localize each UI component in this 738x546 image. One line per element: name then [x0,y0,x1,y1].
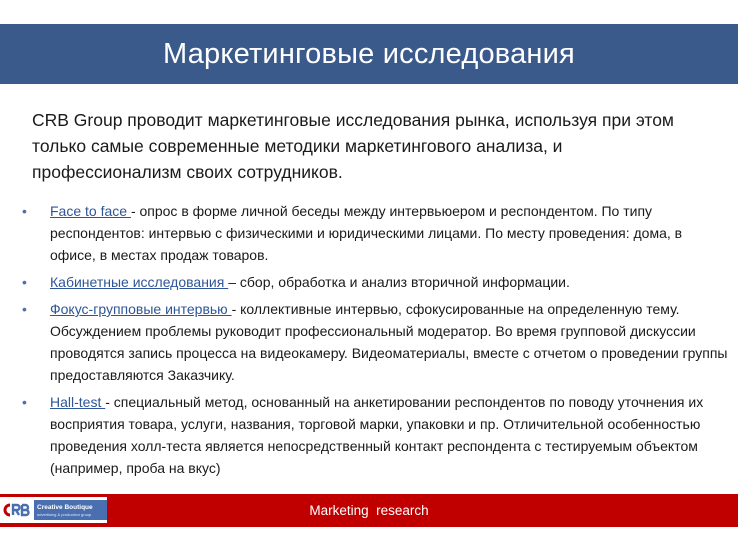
list-item-face-to-face [22,200,728,266]
intro-paragraph: CRB Group проводит маркетинговые исследования рынка, используя при этом только самые современные методики маркетингового анализа, и профессионализм своих сотрудников. [32,110,674,182]
logo-name: Creative Boutique [37,503,93,511]
desk-research-link[interactable]: Кабинетные исследования [50,274,229,290]
logo-wordmark [34,500,107,520]
face-to-face-description: - опрос в форме личной беседы между интервьюером и респондентом. По типу респондентов: интервью с физическими и юридическими лицами. По месту проведения: дома, в офисе, в местах продаж товаров. [50,203,683,263]
footer-caption: Marketing research [309,503,429,518]
bullet-icon: • [22,394,27,410]
focus-groups-link[interactable]: Фокус-групповые интервью [50,301,232,317]
face-to-face-link[interactable]: Face to face [50,203,131,219]
list-item-desk-research [22,271,728,293]
focus-groups-description: - коллективные интервью, сфокусированные на определенную тему. Обсуждением проблемы руководит профессиональный модератор. Во время групповой дискуссии проводятся запись процесса на видеокамеру. Видеоматериалы, вместе с отчетом о проведении группы предоставляются Заказчику. [50,301,728,383]
bullet-icon: • [22,301,27,317]
footer-bar [0,494,738,527]
list-item-focus-groups [22,298,728,386]
hall-test-description: - специальный метод, основанный на анкетировании респондентов по поводу уточнения их восприятия товара, услуги, названия, торговой марки, упаковки и пр. Отличительной особенностью проведения холл-теста является непосредственный контакт респондента с тестируемым объектом (например, проба на вкус) [50,394,704,476]
title-bar [0,24,738,84]
logo-tagline: advertising & production group [37,511,92,517]
bullet-icon: • [22,274,27,290]
crb-logo-icon [0,497,34,523]
hall-test-link[interactable]: Hall-test [50,394,106,410]
company-logo [0,497,107,523]
methods-list [22,200,728,484]
desk-research-description: – сбор, обработка и анализ вторичной информации. [228,274,570,290]
bullet-icon: • [22,203,27,219]
list-item-hall-test [22,391,728,479]
slide-title: Маркетинговые исследования [163,37,575,70]
